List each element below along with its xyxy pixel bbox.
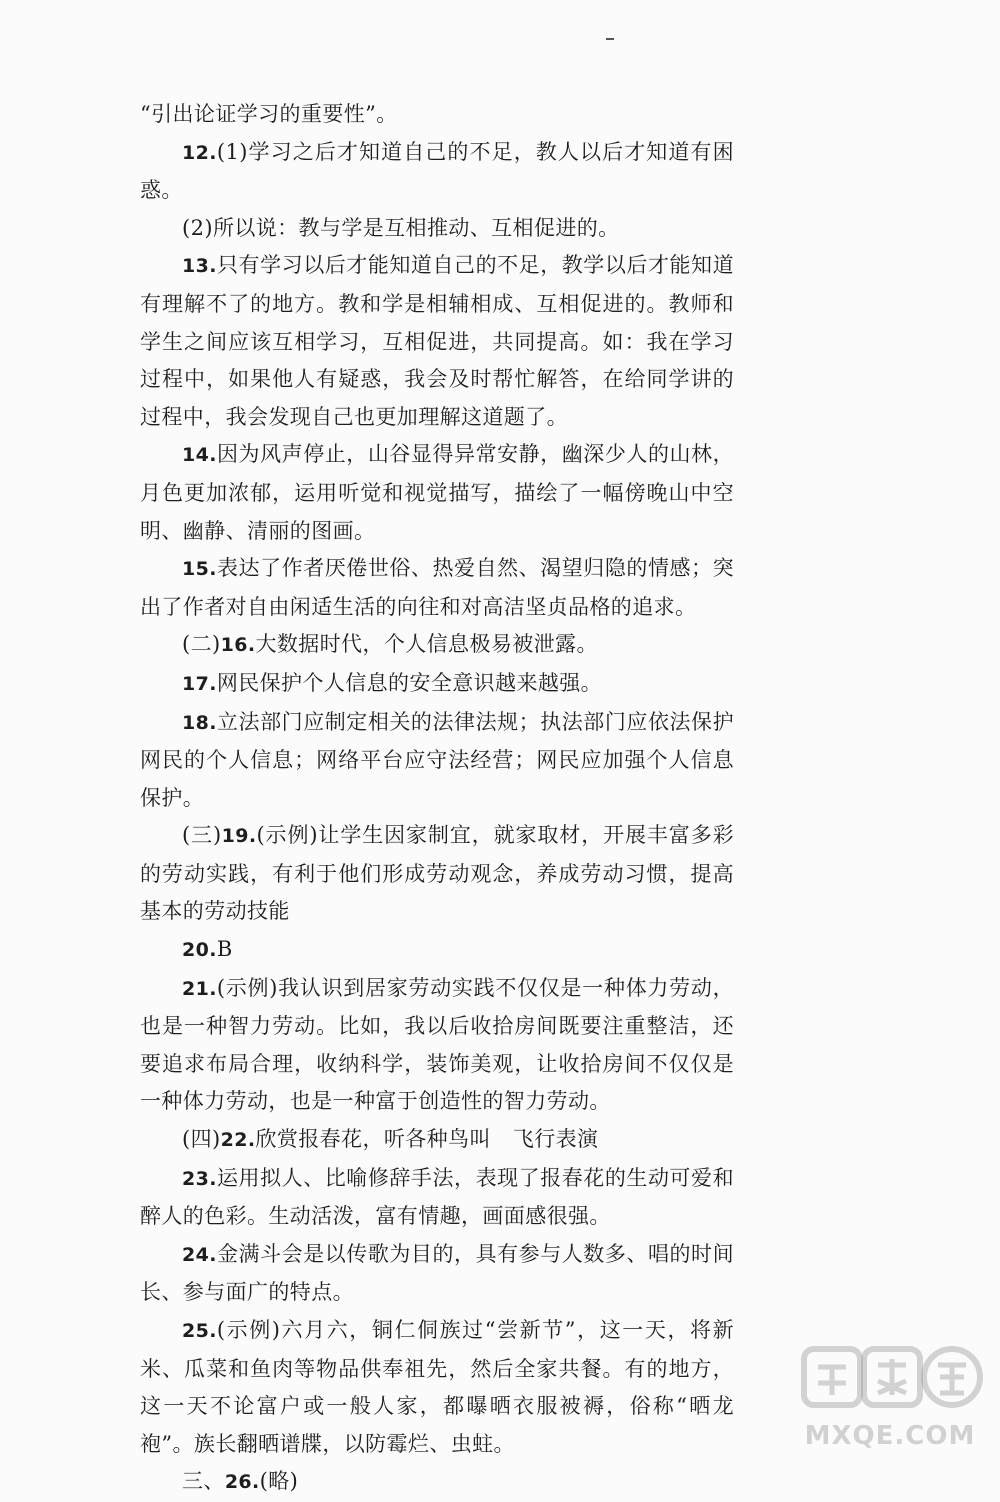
answer-18-text: 立法部门应制定相关的法律法规；执法部门应依法保护网民的个人信息；网络平台应守法经营；网民应加强个人信息保护。 (140, 709, 734, 810)
answer-21-text: (示例)我认识到居家劳动实践不仅仅是一种体力劳动，也是一种智力劳动。比如，我以后收拾房间既要注重整洁，还要追求布局合理，收纳科学，装饰美观，让收拾房间不仅仅是一种体力劳动，也是一种富于创造性的智力劳动。 (140, 975, 734, 1114)
answer-22-number: 22. (220, 1129, 256, 1152)
answer-18-number: 18. (182, 711, 217, 734)
answer-19 (140, 817, 734, 931)
answer-14 (140, 436, 734, 550)
answer-24 (140, 1236, 734, 1312)
answer-13 (140, 247, 734, 436)
answer-23 (140, 1160, 734, 1236)
answer-23-text: 运用拟人、比喻修辞手法，表现了报春花的生动可爱和醉人的色彩。生动活泼，富有情趣，画面感很强。 (140, 1165, 734, 1229)
answer-13-number: 13. (182, 255, 217, 278)
answer-text-body (140, 96, 734, 1502)
answer-25-text: (示例)六月六，铜仁侗族过“尝新节”，这一天，将新米、瓜菜和鱼肉等物品供奉祖先，然后全家共餐。有的地方，这一天不论富户或一般人家，都曝晒衣服被褥，俗称“晒龙袍”。族长翻晒谱牒，以防霉烂、虫蛀。 (140, 1318, 734, 1456)
answer-25 (140, 1312, 734, 1463)
answer-22 (140, 1121, 734, 1160)
answer-21 (140, 970, 734, 1121)
answer-21-number: 21. (182, 977, 217, 1000)
answer-16-number: 16. (220, 634, 256, 657)
answer-19-number: 19. (221, 825, 257, 848)
answer-26-text: (略) (259, 1469, 299, 1494)
answer-11-text: “引出论证学习的重要性”。 (140, 102, 398, 126)
answer-11-tail (140, 96, 734, 134)
section-3-label: (三) (182, 823, 222, 848)
answer-23-number: 23. (182, 1167, 217, 1190)
answer-20-number: 20. (182, 939, 217, 962)
answer-22-text-b: 飞行表演 (512, 1127, 599, 1152)
answer-13-text: 只有学习以后才能知道自己的不足，教学以后才能知道有理解不了的地方。教和学是相辅相成、互相促进的。教师和学生之间应该互相学习，互相促进，共同提高。如：我在学习过程中，如果他人有疑惑，我会及时帮忙解答，在给同学讲的过程中，我会发现自己也更加理解这道题了。 (140, 253, 734, 429)
watermark-site-text: MXQE.COM (804, 1421, 976, 1451)
answer-24-number: 24. (182, 1243, 217, 1266)
answer-12-part-1 (140, 134, 734, 210)
answer-17-text: 网民保护个人信息的安全意识越来越强。 (216, 670, 603, 695)
site-watermark (792, 1341, 988, 1461)
answer-12-text-b: (2)所以说：教与学是互相推动、互相促进的。 (182, 215, 620, 240)
answer-17-number: 17. (182, 672, 217, 695)
answer-25-number: 25. (182, 1320, 217, 1342)
answer-12-part-2 (140, 210, 734, 248)
answer-20 (140, 931, 734, 970)
answer-22-text-a: 欣赏报春花，听各种鸟叫 (255, 1127, 491, 1152)
watermark-logo-icon (800, 1341, 984, 1413)
answer-18 (140, 704, 734, 818)
answer-12-text-a: (1)学习之后才知道自己的不足，教人以后才知道有困惑。 (140, 139, 734, 203)
answer-12-number: 12. (182, 141, 217, 164)
section-three-label: 三、 (182, 1469, 225, 1494)
answer-15-text: 表达了作者厌倦世俗、热爱自然、渴望归隐的情感；突出了作者对自由闲适生活的向往和对高洁坚贞品格的追求。 (140, 556, 734, 619)
answer-14-number: 14. (182, 444, 217, 467)
answer-15-number: 15. (182, 558, 217, 581)
section-2-label: (二) (182, 632, 221, 657)
answer-26 (140, 1463, 734, 1502)
answer-26-number: 26. (224, 1471, 260, 1494)
section-4-label: (四) (182, 1127, 221, 1152)
scan-mark (606, 38, 614, 40)
answer-19-text: (示例)让学生因家制宜，就家取材，开展丰富多彩的劳动实践，有利于他们形成劳动观念，养成劳动习惯，提高基本的劳动技能 (140, 823, 734, 924)
answer-15 (140, 550, 734, 626)
answer-16 (140, 626, 734, 665)
answer-24-text: 金满斗会是以传歌为目的，具有参与人数多、唱的时间长、参与面广的特点。 (140, 1241, 734, 1305)
answer-16-text: 大数据时代，个人信息极易被泄露。 (255, 632, 598, 657)
answer-17 (140, 665, 734, 704)
answer-20-text: B (216, 937, 233, 962)
answer-14-text: 因为风声停止，山谷显得异常安静，幽深少人的山林，月色更加浓郁，运用听觉和视觉描写，描绘了一幅傍晚山中空明、幽静、清丽的图画。 (140, 442, 734, 543)
